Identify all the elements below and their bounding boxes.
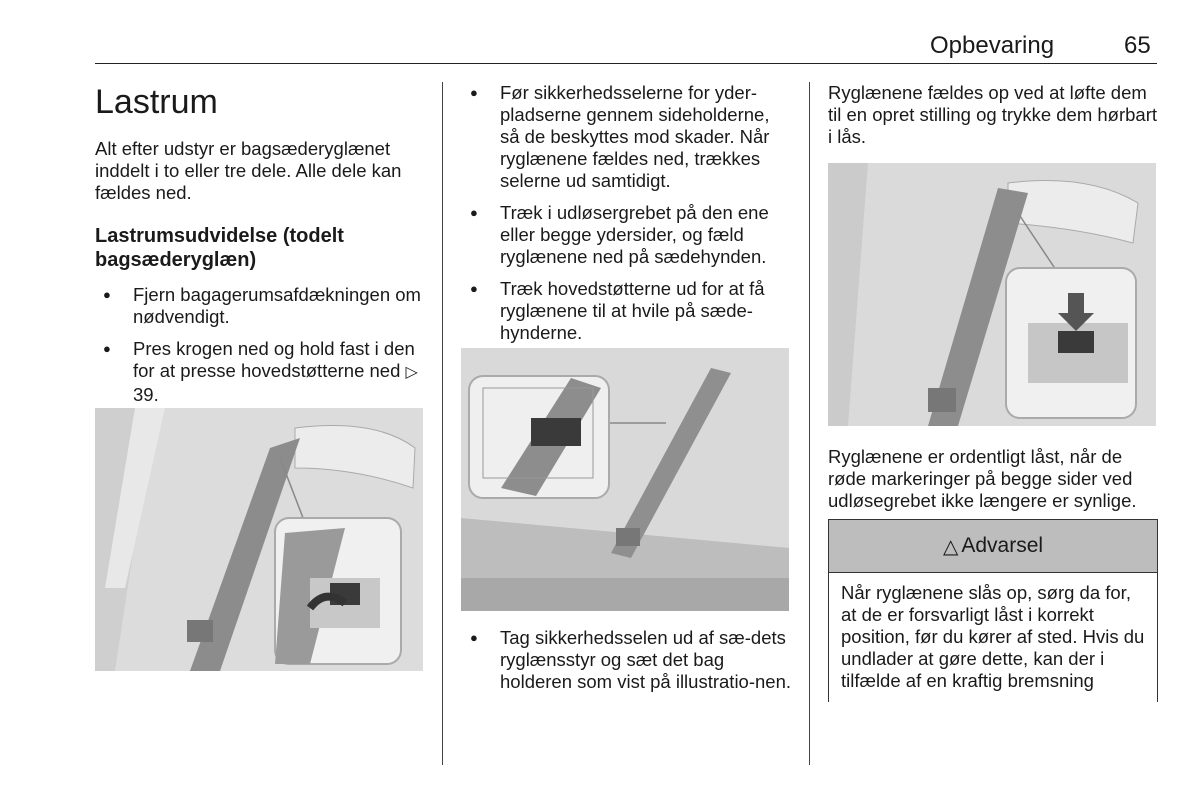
page-reference-link[interactable]: 39 [133, 384, 154, 405]
warning-text: Når ryglænene slås op, sørg da for, at de er forsvarligt låst i korrekt position, før du kører af sted. Hvis du undlader at gøre dette, kan der i tilfælde af en kraftig bremsning [841, 582, 1145, 691]
list-item [462, 278, 792, 344]
paragraph-locked-status: Ryglænene er ordentligt låst, når de røde markeringer på begge sider ved udløsegrebet ikke længere er synlige. [828, 446, 1137, 511]
seat-headrest-illustration [95, 408, 423, 671]
column-2 [462, 82, 792, 354]
bullet-text: Tag sikkerhedsselen ud af sæ-dets ryglænsstyr og sæt det bag holderen som vist på illustratio-nen. [500, 627, 792, 692]
list-item [462, 82, 792, 192]
bullet-list-3 [462, 627, 792, 693]
warning-triangle-icon: △ [942, 535, 959, 558]
bullet-text: Træk hovedstøtterne ud for at få ryglænene til at hvile på sæde-hynderne. [500, 278, 765, 343]
list-item [95, 284, 425, 328]
list-item [462, 627, 792, 693]
header-section-title: Opbevaring [930, 32, 1055, 59]
bullet-text: Pres krogen ned og hold fast i den for at presse hovedstøtterne ned [133, 338, 415, 381]
backrest-lock-illustration [828, 163, 1156, 426]
paragraph-lock-up: Ryglænene fældes op ved at løfte dem til en opret stilling og trykke dem hørbart i lås. [828, 82, 1158, 147]
subheading: Lastrumsudvidelse (todelt bagsæderyglæn) [95, 225, 344, 271]
column-divider-2 [809, 82, 810, 765]
page-number: 65 [1124, 32, 1151, 59]
list-item [95, 338, 425, 406]
bullet-text-end: . [153, 384, 159, 405]
list-item [462, 202, 792, 268]
column-divider-1 [442, 82, 443, 765]
section-title: Lastrum [95, 83, 218, 121]
seatbelt-guide-illustration [461, 348, 789, 611]
bullet-list-1 [95, 284, 425, 406]
page-reference-arrow-icon: ▷ [405, 364, 418, 381]
bullet-text: Fjern bagagerumsafdækningen om nødvendigt. [133, 284, 421, 327]
column-3-continued [828, 446, 1158, 512]
warning-header [829, 520, 1157, 573]
bullet-list-2 [462, 82, 792, 344]
column-3 [828, 82, 1158, 148]
header-rule [95, 63, 1157, 64]
warning-box [828, 519, 1158, 702]
bullet-text: Træk i udløsergrebet på den ene eller begge ydersider, og fæld ryglænene ned på sædehynden. [500, 202, 769, 267]
column-2-continued [462, 627, 792, 703]
warning-title: Advarsel [961, 534, 1044, 557]
intro-paragraph: Alt efter udstyr er bagsæderyglænet inddelt i to eller tre dele. Alle dele kan fældes ned. [95, 138, 402, 203]
column-1 [95, 82, 425, 416]
bullet-text: Før sikkerhedsselerne for yder-pladserne gennem sideholderne, så de beskyttes mod skader. Når ryglænene fældes ned, trækkes selerne ud samtidigt. [500, 82, 770, 191]
